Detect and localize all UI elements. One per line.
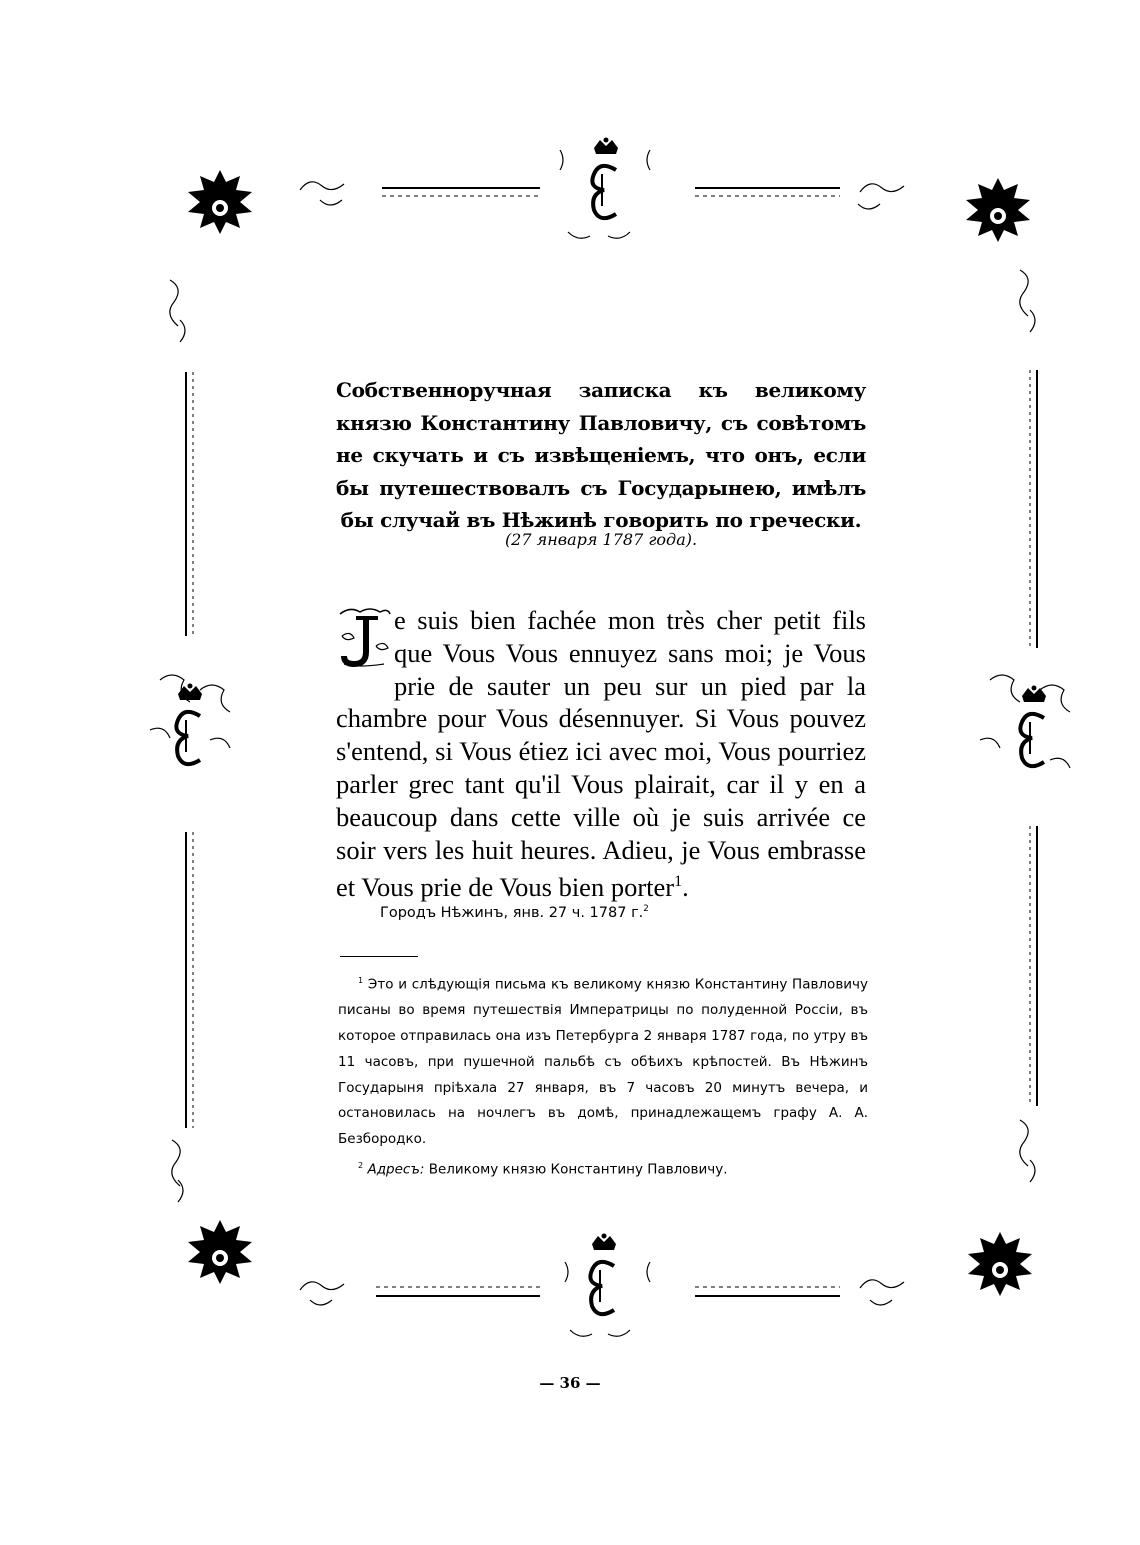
signoff-text: Городъ Нѣжинъ, янв. 27 ч. 1787 г. [380, 904, 644, 921]
footnote-2 [338, 1153, 868, 1183]
letter-end-punct: . [682, 872, 689, 903]
eagle-ornament-icon [948, 168, 1048, 268]
footnote-text: Великому князю Константину Павловичу. [428, 1161, 728, 1178]
ornamental-drop-cap-j [336, 606, 392, 670]
footnote-text: Это и слѣдующія письма къ великому князю Константину Павловичу писаны во время путешествія Императрицы по полуденной Россіи, въ которое отправилась она изъ Петербурга 2 января 1787 года, по утру въ 11 часовъ, при пушечной пальбѣ съ обѣихъ крѣпостей. Въ Нѣжинъ Государыня пріѣхала 27 января, въ 7 часовъ 20 минутъ вечера, и остановилась на ночлегъ въ домѣ, принадлежащемъ графу А. А. Безбородко. [338, 976, 869, 1148]
page-number: — 36 — [539, 1374, 601, 1392]
footnote-ref: 2 [643, 904, 649, 914]
crowned-monogram-icon [578, 134, 634, 230]
footnote-marker: 1 [358, 975, 364, 985]
footnotes [338, 968, 868, 1183]
eagle-ornament-icon [950, 1222, 1050, 1322]
eagle-ornament-icon [170, 1210, 270, 1310]
document-heading: Собственноручная записка къ великому князю Константину Павловичу, съ совѣтомъ не скучать и съ извѣщеніемъ, что онъ, если бы путешествовалъ съ Государынею, имѣлъ бы случай въ Нѣжинѣ говорить по гречески. [336, 378, 866, 532]
letter-text: e suis bien fachée mon très cher petit fils que Vous Vous ennuyez sans moi; je Vous prie de sauter un peu sur un pied par la chambre pour Vous désennuyer. Si Vous pouvez s'entend, si Vous étiez ici avec moi, Vous pourriez parler grec tant qu'il Vous plairait, car il y en a beaucoup dans cette ville où je suis arrivée ce soir vers les huit heures. Adieu, je Vous embrasse et Vous prie de Vous bien porter [336, 605, 866, 903]
footnote-marker: 2 [358, 1160, 364, 1171]
crowned-monogram-icon [1006, 682, 1062, 782]
eagle-ornament-icon [170, 160, 270, 260]
letter-body [336, 604, 866, 904]
footnote-label: Адресъ: [367, 1161, 425, 1178]
footnote-ref: 1 [674, 873, 683, 891]
document-date: (27 января 1787 года). [504, 530, 698, 549]
footnote-1 [338, 968, 868, 1153]
letter-signoff [380, 904, 840, 921]
crowned-monogram-icon [576, 1230, 632, 1326]
footnote-divider [340, 956, 418, 957]
crowned-monogram-icon [162, 680, 218, 780]
